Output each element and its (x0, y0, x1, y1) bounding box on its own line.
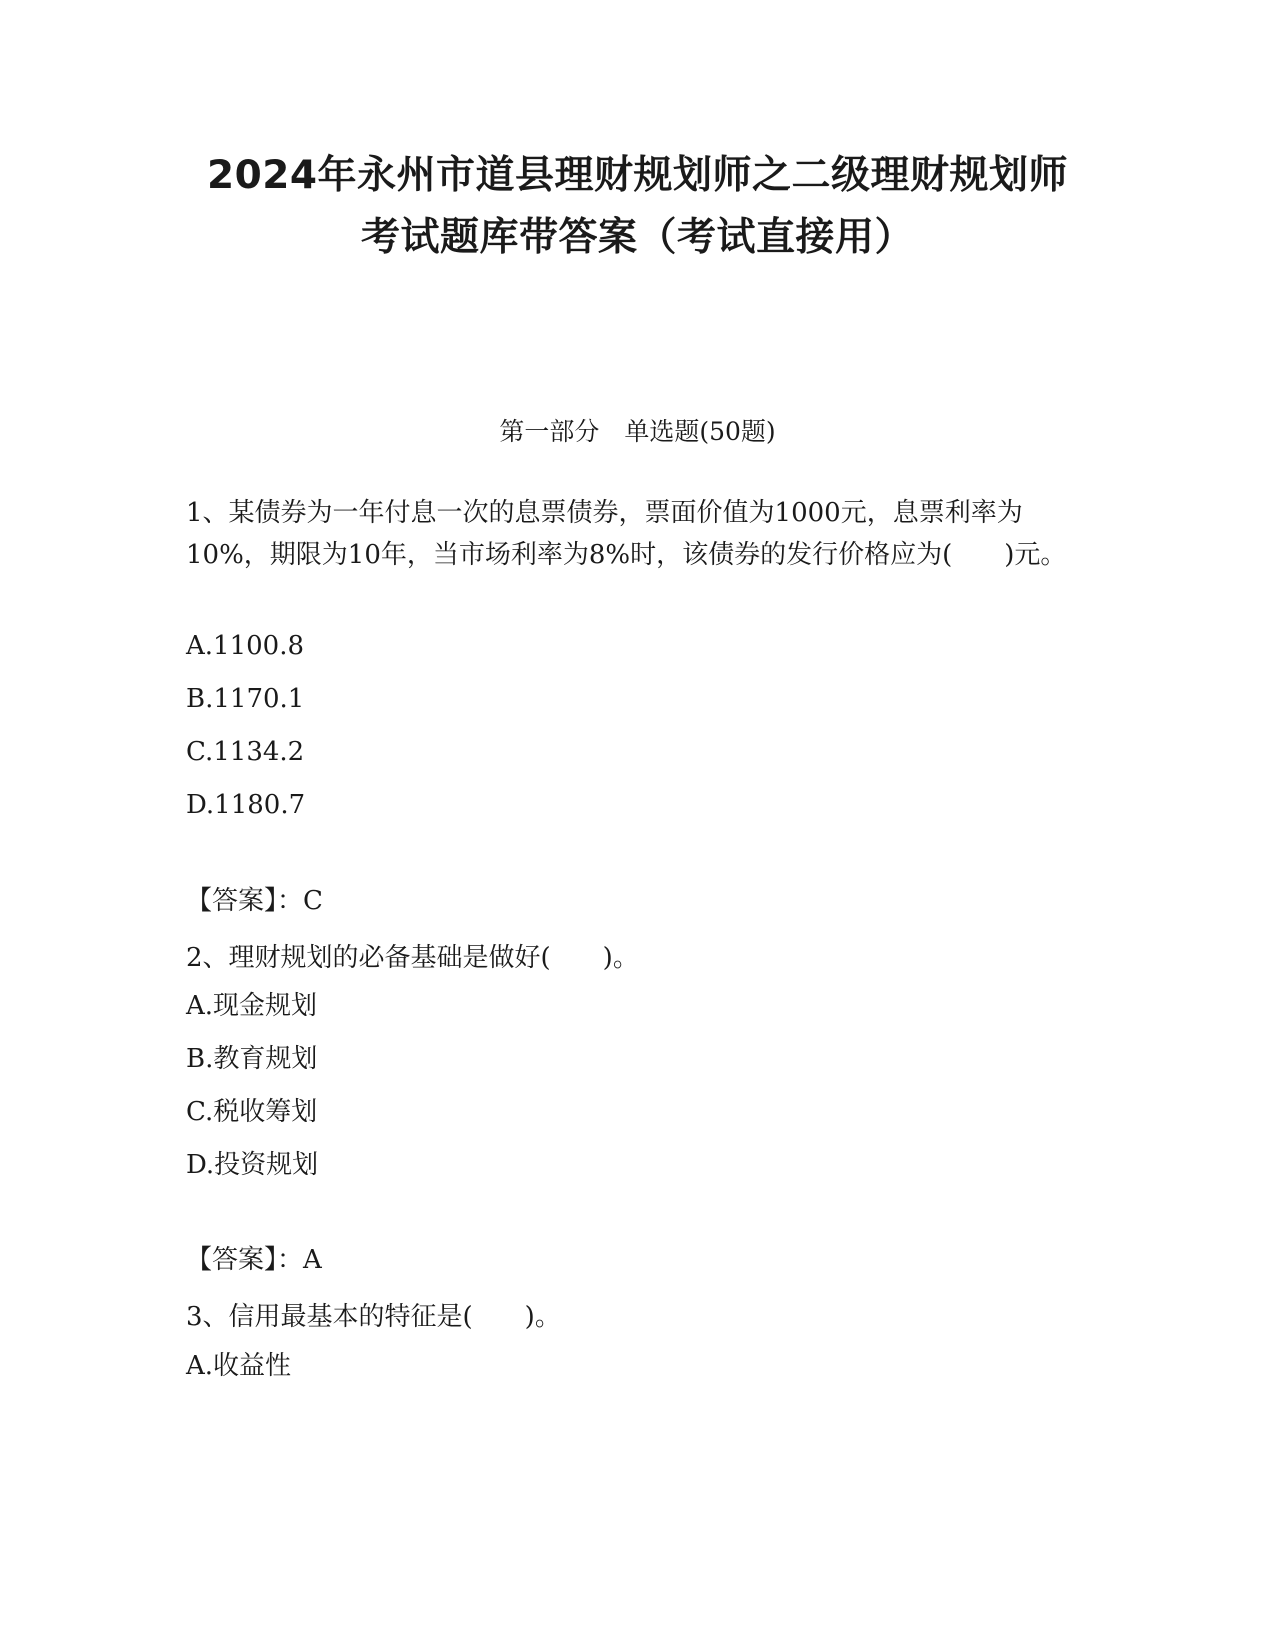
question-3-stem: 3、信用最基本的特征是( )。 (186, 1302, 561, 1332)
document-title-line-1: 2024年永州市道县理财规划师之二级理财规划师 (206, 153, 1069, 198)
question-1-option-c: C.1134.2 (186, 737, 305, 767)
question-1-answer: 【答案】：C (186, 886, 323, 916)
section-heading: 第一部分 单选题(50题) (499, 417, 776, 446)
question-2-option-a: A.现金规划 (186, 991, 318, 1021)
question-2-stem: 2、理财规划的必备基础是做好( )。 (186, 943, 639, 973)
question-1-option-d: D.1180.7 (186, 790, 306, 820)
question-2-answer: 【答案】：A (186, 1245, 322, 1275)
question-2-option-b: B.教育规划 (186, 1044, 318, 1074)
question-1-option-b: B.1170.1 (186, 684, 305, 714)
question-2-option-d: D.投资规划 (186, 1150, 319, 1180)
question-1-option-a: A.1100.8 (186, 631, 305, 661)
question-1-stem: 1、某债券为一年付息一次的息票债券，票面价值为1000元，息票利率为10%，期限为10年，当市场利率为8%时，该债券的发行价格应为( )元。 (186, 498, 1067, 570)
document-title-line-2: 考试题库带答案（考试直接用） (360, 215, 914, 260)
question-3-option-a: A.收益性 (186, 1351, 292, 1381)
question-2-option-c: C.税收筹划 (186, 1097, 318, 1127)
